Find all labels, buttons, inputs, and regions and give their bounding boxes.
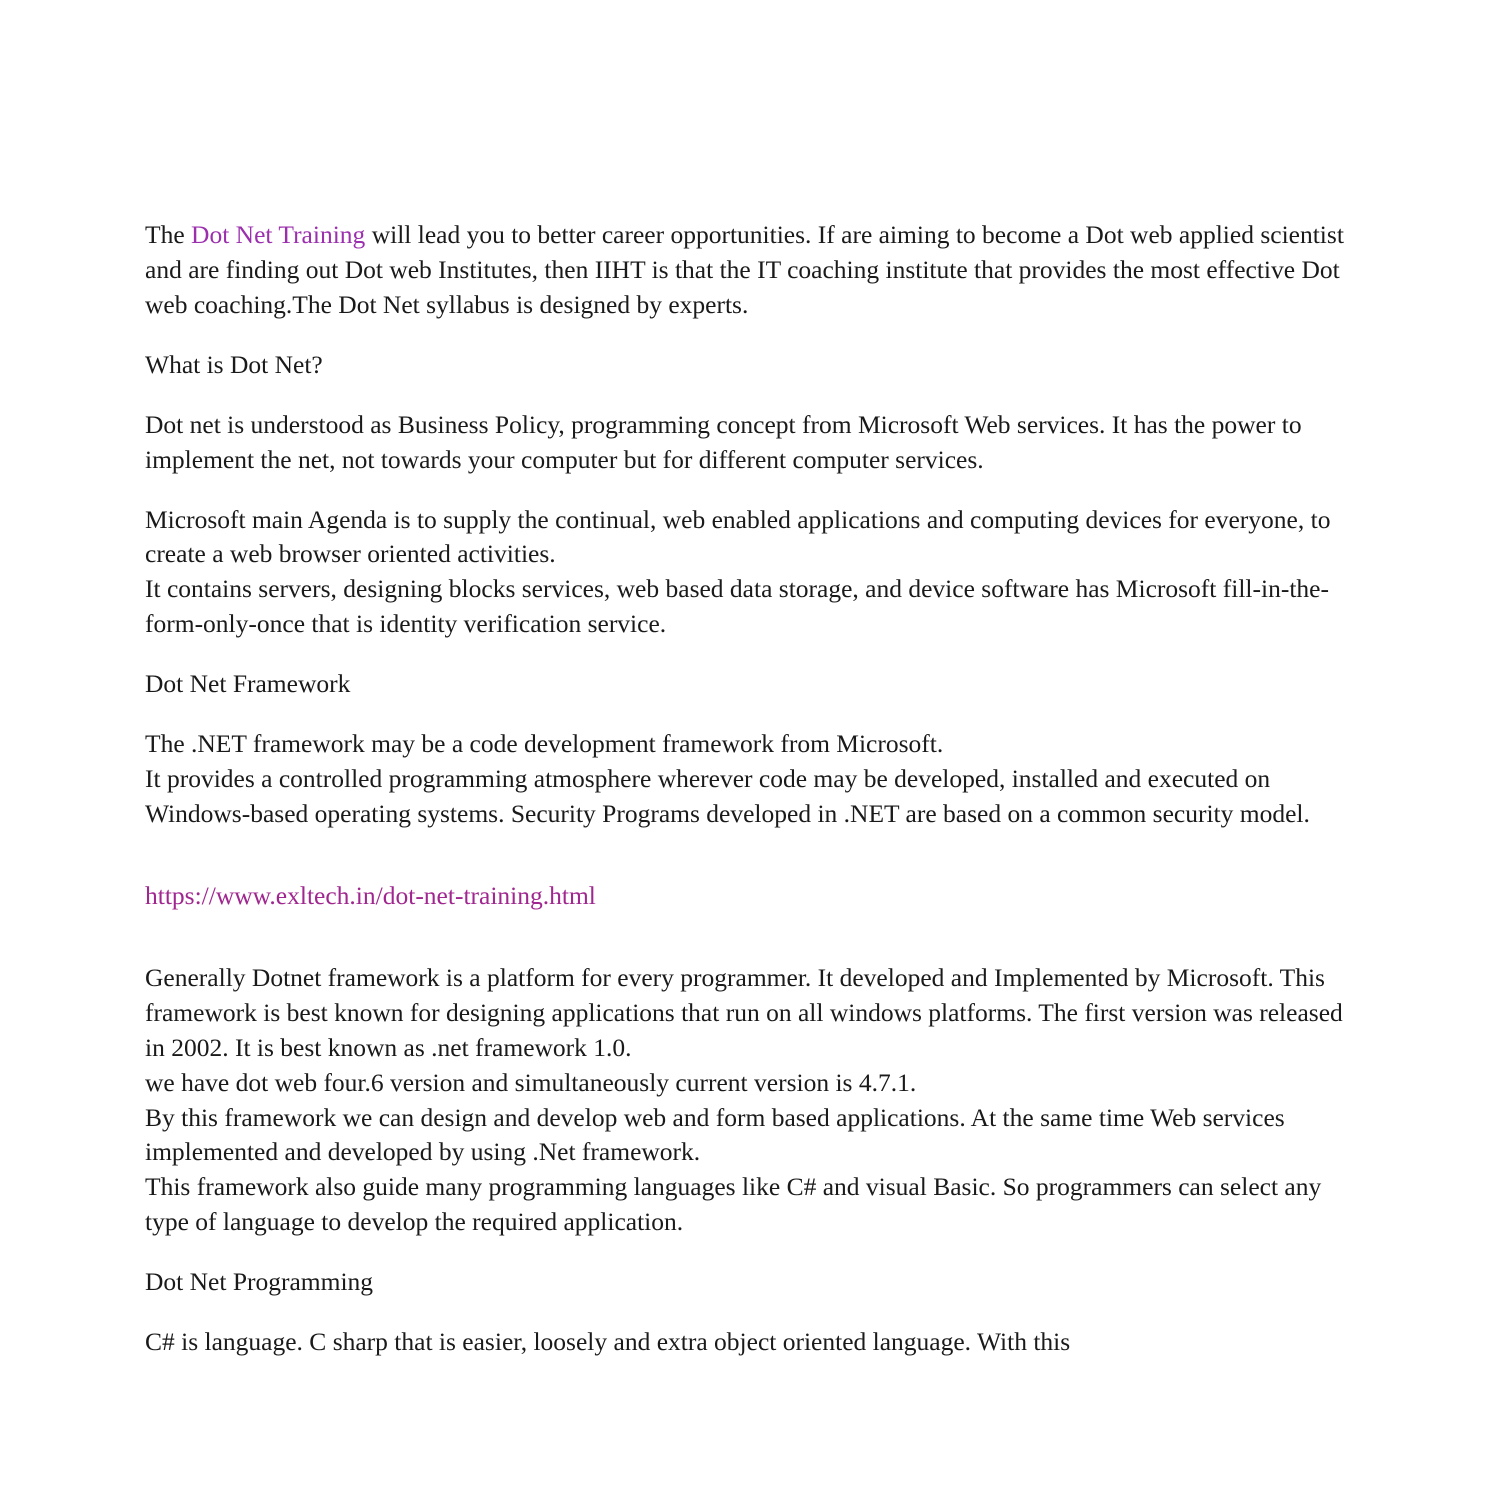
- dot-net-programming-heading: Dot Net Programming: [145, 1267, 374, 1297]
- intro-paragraph: [145, 218, 1355, 323]
- framework-definition-line: The .NET framework may be a code development framework from Microsoft.: [145, 729, 944, 759]
- contains-servers-paragraph: It contains servers, designing blocks services, web based data storage, and device software has Microsoft fill-in-the-form-only-once that is identity verification service.: [145, 574, 1329, 639]
- general-framework-line-2: we have dot web four.6 version and simultaneously current version is 4.7.1.: [145, 1067, 917, 1097]
- dot-net-framework-heading: Dot Net Framework: [145, 669, 351, 699]
- microsoft-agenda-paragraph: Microsoft main Agenda is to supply the continual, web enabled applications and computing devices for everyone, to create a web browser oriented activities.: [145, 504, 1331, 569]
- general-framework-line-3: By this framework we can design and develop web and form based applications. At the same time Web services implemented and developed by using .Net framework.: [145, 1102, 1285, 1167]
- dot-net-training-link[interactable]: Dot Net Training: [191, 220, 366, 249]
- what-is-dot-net-body: Dot net is understood as Business Policy, programming concept from Microsoft Web services. It has the power to implement the net, not towards your computer but for different computer services.: [145, 409, 1302, 474]
- spacer: [145, 857, 1355, 879]
- intro-text-after-link: will lead you to better career opportunities. If are aiming to become a Dot web applied scientist and are finding out Dot web Institutes, then IIHT is that the IT coaching institute that provides the most effective Dot web coaching.The Dot Net syllabus is designed by experts.: [145, 220, 1344, 319]
- spacer: [145, 939, 1355, 961]
- exltech-url-link[interactable]: https://www.exltech.in/dot-net-training.html: [145, 880, 596, 910]
- intro-text-before-link: The: [145, 220, 192, 249]
- dot-net-programming-body: C# is language. C sharp that is easier, loosely and extra object oriented language. With this: [145, 1327, 1071, 1357]
- what-is-dot-net-heading: What is Dot Net?: [145, 349, 323, 379]
- general-framework-line-4: This framework also guide many programming languages like C# and visual Basic. So programmers can select any type of language to develop the required application.: [145, 1172, 1322, 1237]
- general-framework-line-1: Generally Dotnet framework is a platform for every programmer. It developed and Implemented by Microsoft. This framework is best known for designing applications that run on all windows platforms. The first version was released in 2002. It is best known as .net framework 1.0.: [145, 962, 1343, 1062]
- framework-details-line: It provides a controlled programming atmosphere wherever code may be developed, installed and executed on Windows-based operating systems. Security Programs developed in .NET are based on a common security model.: [145, 764, 1310, 828]
